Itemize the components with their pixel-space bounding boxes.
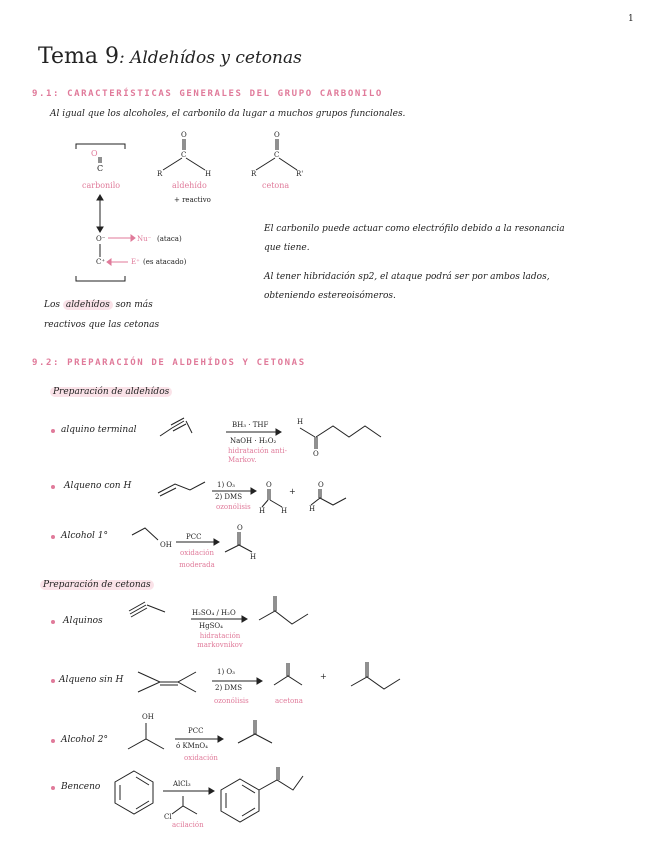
reaction-1-note: ozonólisis [216, 503, 251, 511]
ket-rp-bond [279, 158, 297, 170]
resonance-O-minus: O⁻ [96, 235, 106, 243]
r4-left [138, 672, 160, 692]
reaction-1-prod2-H: H [309, 505, 316, 513]
ald-h-bond [186, 158, 205, 170]
reaction-2-name: Alcohol 1° [61, 531, 109, 541]
reactivity-note-line2: reactivos que las cetonas [44, 320, 160, 330]
reaction-5-reagent-bottom: ó KMnO₄ [176, 742, 208, 750]
aldehido-note: + reactivo [174, 196, 211, 204]
r6-arrow-head [209, 788, 214, 794]
reaction-0-reagent-top: BH₃ · THF [232, 421, 269, 429]
note-word-son-mas: son más [115, 300, 153, 310]
r6-ring-d3 [136, 801, 149, 809]
section-heading-9-1: 9.1: CARACTERÍSTICAS GENERALES DEL GRUPO CARBONILO [32, 89, 383, 99]
r0-p-CH [300, 428, 315, 437]
reaction-3-reagent-top: H₂SO₄ / H₂O [192, 609, 236, 617]
r4-arrow-head [257, 678, 262, 684]
resonance-arrow-up [97, 195, 103, 200]
label-carbonilo: carbonilo [82, 181, 121, 190]
r5-arrow-head [218, 736, 223, 742]
reaction-0-product-O: O [313, 450, 319, 458]
r0-triple-c [171, 418, 184, 425]
page-number: 1 [628, 14, 634, 24]
reaction-4-reagent-bottom: 2) DMS [215, 684, 242, 692]
r5-p-chain [238, 734, 272, 743]
hybrid-text-d: obteniendo estereoisómeros. [264, 291, 396, 301]
r0-triple-a [172, 421, 184, 428]
reaction-0-note: hidratación anti-Markov. [228, 447, 287, 464]
reaction-1-reagent-top: 1) O₃ [217, 481, 235, 489]
r4-p1-chain [274, 676, 302, 685]
r3-arrow-head [242, 616, 247, 622]
aldehyde-O-atom: O [181, 131, 187, 139]
subheading-cetonas-text: Preparación de cetonas [40, 580, 154, 590]
reaction-4-name: Alqueno sin H [59, 675, 124, 685]
electrophile-label: E⁺ [131, 258, 140, 266]
r3-bond2 [147, 605, 165, 612]
r2-chain [132, 528, 158, 540]
r0-bond1 [160, 428, 172, 436]
resonance-arrow-down [97, 227, 103, 232]
bracket-top [76, 144, 125, 149]
reaction-4-plus: + [320, 672, 327, 681]
reaction-3-name: Alquinos [63, 616, 103, 626]
ketone-R-atom: R [251, 170, 257, 178]
r6-acyl-chain [172, 806, 197, 814]
reaction-6-name: Benceno [61, 782, 101, 792]
ketone-C-atom: C [274, 151, 280, 159]
note-word-aldehidos: aldehídos [63, 300, 113, 310]
r6-benzene [115, 771, 153, 814]
reaction-2-product-O: O [237, 524, 243, 532]
r6-p-benzene [221, 779, 259, 822]
reaction-1-prod1-H2: H [281, 507, 288, 515]
r0-arrow-head [276, 429, 281, 435]
hybrid-text-c: Al tener hibridación sp2, el ataque podrá ser por ambos lados, [264, 272, 550, 282]
r4-right [178, 672, 196, 692]
r3-p-chain [259, 611, 308, 624]
carbonyl-O-atom: O [91, 149, 98, 158]
reaction-4-note: ozonólisis [214, 697, 249, 705]
reaction-4-note2: acetona [275, 697, 303, 705]
resonance-text-b: que tiene. [264, 243, 310, 253]
aldehyde-C-atom: C [181, 151, 187, 159]
r5-chain [128, 739, 164, 749]
intro-text: Al igual que los alcoholes, el carbonilo da lugar a muchos grupos funcionales. [50, 109, 406, 119]
section-heading-9-2: 9.2: PREPARACIÓN DE ALDEHÍDOS Y CETONAS [32, 358, 306, 368]
ald-r-bond [163, 158, 182, 170]
reaction-6-Cl: Cl [164, 813, 172, 821]
reaction-6-note: acilación [172, 821, 204, 829]
carbonyl-C-atom: C [97, 164, 104, 173]
r2-p-chain [225, 545, 252, 552]
reaction-2-note: oxidación moderada [179, 549, 215, 569]
attack-text-2: (es atacado) [143, 258, 187, 266]
r2-arrow-head [214, 539, 219, 545]
attack-text-1: (ataca) [157, 235, 182, 243]
reaction-0-reagent-bottom: NaOH · H₂O₂ [230, 437, 277, 445]
nu-arrow-head [131, 235, 135, 241]
note-word-los: Los [44, 300, 61, 310]
reaction-1-name: Alqueno con H [64, 481, 132, 491]
r4-p2-chain [351, 677, 400, 689]
ket-r-bond [256, 158, 275, 170]
r1-p1-h2 [270, 500, 282, 507]
ketone-O-atom: O [274, 131, 280, 139]
bracket-bottom [76, 276, 125, 281]
r0-p-chain [316, 426, 381, 437]
subheading-aldehidos-text: Preparación de aldehídos [50, 387, 172, 397]
reaction-0-product-H: H [297, 418, 304, 426]
r1-double [160, 488, 176, 496]
reaction-5-name: Alcohol 2° [61, 735, 109, 745]
r1-p2-chain [311, 498, 346, 505]
r1-p1-h1 [262, 500, 268, 507]
reaction-1-plus: + [289, 487, 296, 496]
title-rest: : Aldehídos y cetonas [118, 48, 302, 68]
reaction-1-prod2-O: O [318, 481, 324, 489]
reaction-5-reagent-top: PCC [188, 727, 204, 735]
reaction-6-reagent-top: AlCl₃ [173, 780, 191, 788]
reaction-2-reagent-top: PCC [186, 533, 202, 541]
resonance-text-a: El carbonilo puede actuar como electrófilo debido a la resonancia [264, 224, 565, 234]
r0-triple-b [173, 424, 186, 431]
label-aldehido: aldehído [172, 181, 207, 190]
r1-arrow-head [251, 488, 256, 494]
reaction-5-note: oxidación [184, 754, 218, 762]
reaction-1-prod1-H1: H [259, 507, 266, 515]
reaction-5-OH: OH [142, 713, 154, 721]
reaction-0-name: alquino terminal [61, 425, 137, 435]
reaction-4-reagent-top: 1) O₃ [217, 668, 235, 676]
reaction-3-note: hidratación markovnikov [197, 632, 243, 649]
resonance-C-plus: C⁺ [96, 258, 106, 266]
reaction-3-reagent-bottom: HgSO₄ [199, 622, 223, 630]
aldehyde-H-atom: H [205, 170, 212, 178]
reaction-1-reagent-bottom: 2) DMS [215, 493, 242, 501]
reaction-2-OH: OH [160, 541, 172, 549]
label-cetona: cetona [262, 181, 290, 190]
title-prefix: Tema 9 [38, 44, 119, 69]
ketone-Rp-atom: R' [296, 170, 304, 178]
r0-bond2 [186, 421, 192, 433]
r6-p-chain [259, 776, 303, 790]
reaction-1-prod1-O: O [266, 481, 272, 489]
aldehyde-R-atom: R [157, 170, 163, 178]
r1-chain [158, 482, 205, 493]
nucleophile-label: Nu⁻ [137, 235, 152, 243]
e-arrow-head [107, 259, 111, 265]
reaction-2-product-H: H [250, 553, 257, 561]
